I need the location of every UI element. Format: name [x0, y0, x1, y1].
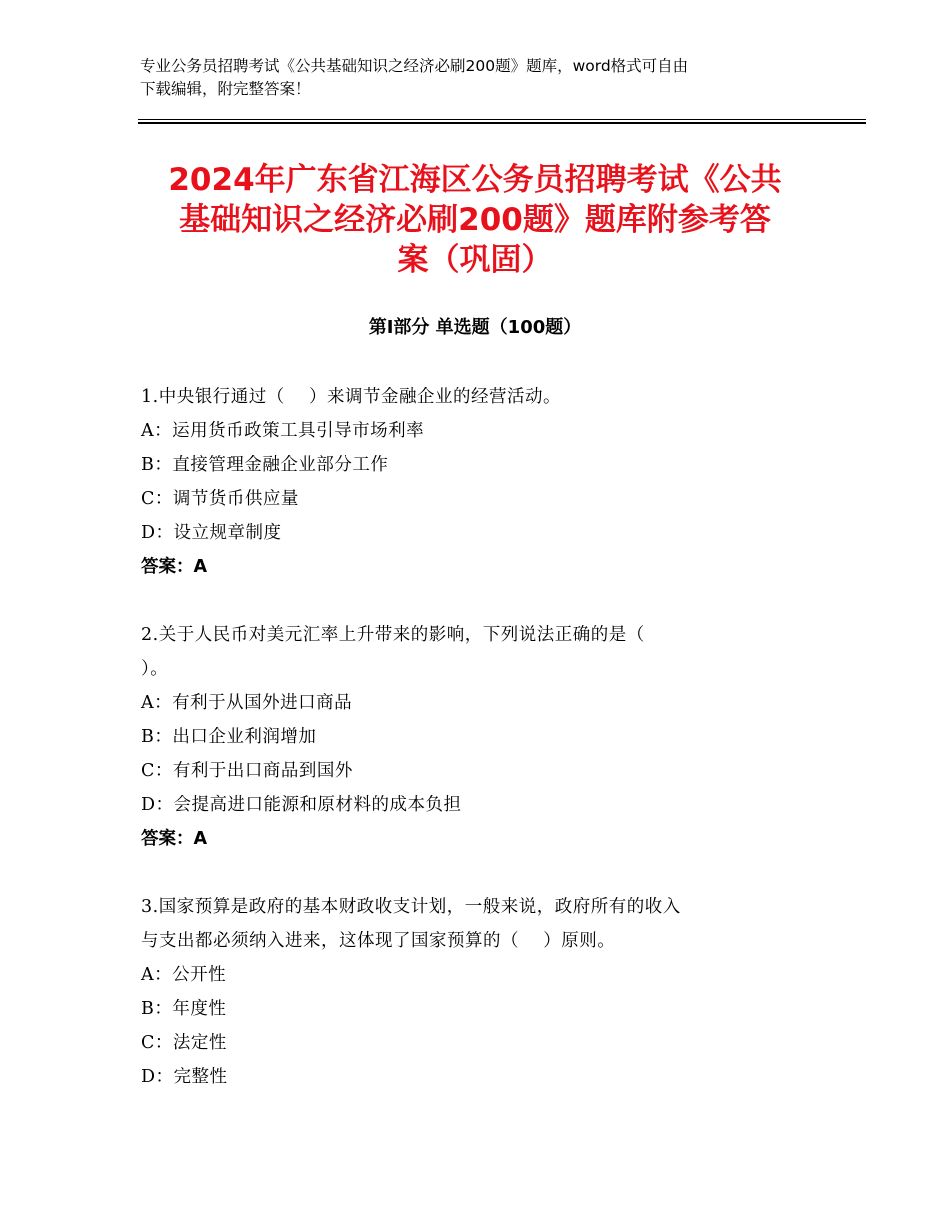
header-divider-thin	[138, 119, 866, 120]
question-stem: 1.中央银行通过（ ）来调节金融企业的经营活动。	[141, 387, 561, 407]
document-title-line-3: 案（巩固）	[397, 242, 553, 278]
question-stem-continued: ）。	[141, 659, 169, 679]
answer-label: 答案：A	[141, 829, 208, 849]
question-stem: 3.国家预算是政府的基本财政收支计划，一般来说，政府所有的收入	[141, 897, 681, 917]
option-d: D：会提高进口能源和原材料的成本负担	[141, 795, 462, 815]
document-title-line-2: 基础知识之经济必刷200题》题库附参考答	[179, 202, 771, 238]
option-a: A：有利于从国外进口商品	[141, 693, 353, 713]
option-d: D：设立规章制度	[141, 523, 282, 543]
question-stem: 2.关于人民币对美元汇率上升带来的影响，下列说法正确的是（	[141, 625, 645, 645]
option-a: A：公开性	[141, 965, 227, 985]
option-b: B：年度性	[141, 999, 227, 1019]
question-2	[141, 618, 821, 856]
question-stem-continued: 与支出都必须纳入进来，这体现了国家预算的（ ）原则。	[141, 931, 616, 951]
option-b: B：直接管理金融企业部分工作	[141, 455, 389, 475]
option-c: C：有利于出口商品到国外	[141, 761, 353, 781]
document-title-line-1: 2024年广东省江海区公务员招聘考试《公共	[168, 162, 782, 198]
header-note	[140, 55, 820, 101]
question-3	[141, 890, 821, 1094]
option-b: B：出口企业利润增加	[141, 727, 317, 747]
header-divider-thick	[138, 122, 866, 124]
question-1	[141, 380, 821, 584]
document-title	[130, 160, 820, 280]
option-c: C：法定性	[141, 1033, 227, 1053]
header-note-line-2: 下载编辑，附完整答案！	[140, 80, 311, 98]
option-c: C：调节货币供应量	[141, 489, 299, 509]
answer-label: 答案：A	[141, 557, 208, 577]
option-a: A：运用货币政策工具引导市场利率	[141, 421, 425, 441]
option-d: D：完整性	[141, 1067, 228, 1087]
header-note-line-1: 专业公务员招聘考试《公共基础知识之经济必刷200题》题库，word格式可自由	[140, 57, 689, 75]
question-list	[141, 380, 821, 1128]
section-heading: 第Ⅰ部分 单选题（100题）	[368, 317, 582, 338]
